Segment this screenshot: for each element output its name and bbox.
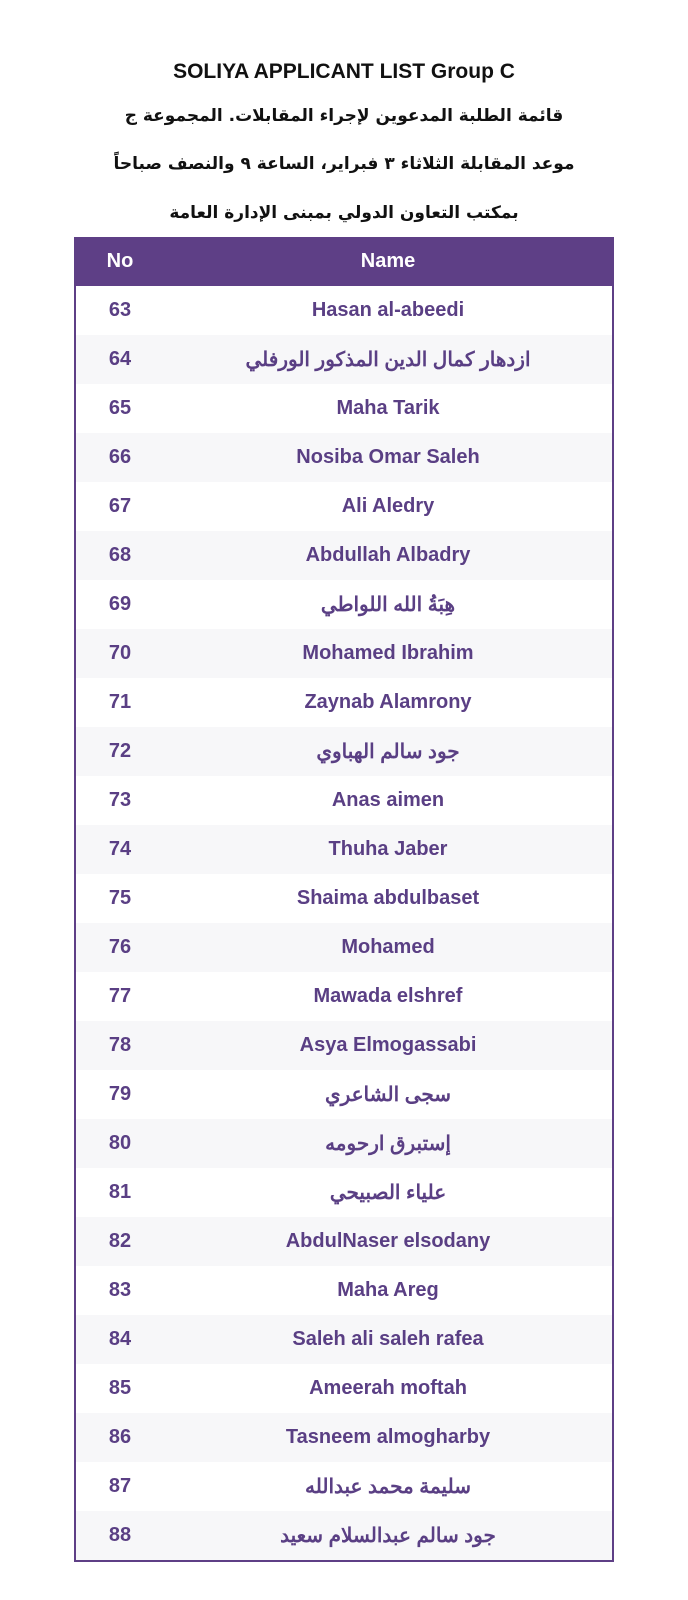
table-row — [76, 1168, 612, 1217]
table-row — [76, 1021, 612, 1070]
cell-name: إستبرق ارحومه — [325, 1133, 451, 1155]
cell-name: Asya Elmogassabi — [299, 1034, 477, 1056]
cell-no: 65 — [108, 397, 132, 419]
subtitle-arabic-3: بمكتب التعاون الدولي بمبنى الإدارة العامة — [169, 203, 519, 223]
table-row — [76, 629, 612, 678]
table-row — [76, 825, 612, 874]
table-row — [76, 433, 612, 482]
cell-name: ازدهار كمال الدين المذكور الورفلي — [245, 349, 531, 371]
cell-name: Ameerah moftah — [309, 1377, 467, 1399]
table-row — [76, 384, 612, 433]
cell-name: Maha Areg — [337, 1279, 439, 1301]
cell-no: 74 — [108, 838, 132, 860]
header-no: No — [106, 250, 134, 272]
table-body — [76, 286, 612, 1560]
cell-name: سليمة محمد عبدالله — [305, 1476, 471, 1498]
cell-no: 88 — [108, 1524, 132, 1546]
cell-name: Mawada elshref — [313, 985, 463, 1007]
cell-no: 64 — [108, 348, 132, 370]
cell-no: 70 — [108, 642, 132, 664]
table-row — [76, 972, 612, 1021]
table-row — [76, 1266, 612, 1315]
cell-name: Ali Aledry — [341, 495, 435, 517]
cell-no: 71 — [108, 691, 132, 713]
cell-no: 85 — [108, 1377, 132, 1399]
cell-no: 75 — [108, 887, 132, 909]
cell-name: هِبَةُ الله اللواطي — [320, 594, 456, 616]
cell-name: علياء الصبيحي — [329, 1182, 447, 1204]
table-row — [76, 923, 612, 972]
table-header — [76, 237, 612, 286]
cell-no: 78 — [108, 1034, 132, 1056]
table-row — [76, 1070, 612, 1119]
cell-name: Tasneem almogharby — [285, 1426, 491, 1448]
table-row — [76, 1413, 612, 1462]
table-row — [76, 482, 612, 531]
cell-name: Thuha Jaber — [328, 838, 448, 860]
cell-no: 80 — [108, 1132, 132, 1154]
cell-no: 87 — [108, 1475, 132, 1497]
cell-no: 82 — [108, 1230, 132, 1252]
applicant-table — [74, 237, 614, 1562]
cell-name: AbdulNaser elsodany — [285, 1230, 491, 1252]
subtitle-arabic-1: قائمة الطلبة المدعوين لإجراء المقابلات. المجموعة ج — [124, 106, 564, 126]
cell-name: جود سالم عبدالسلام سعيد — [280, 1525, 496, 1547]
subtitle-arabic-2: موعد المقابلة الثلاثاء ٣ فبراير، الساعة ٩ والنصف صباحاً — [113, 154, 575, 174]
cell-no: 86 — [108, 1426, 132, 1448]
page-title: SOLIYA APPLICANT LIST Group C — [173, 60, 515, 83]
cell-name: Shaima abdulbaset — [296, 887, 480, 909]
cell-name: جود سالم الهباوي — [316, 741, 460, 763]
table-row — [76, 1462, 612, 1511]
cell-no: 77 — [108, 985, 132, 1007]
table-row — [76, 776, 612, 825]
cell-no: 68 — [108, 544, 132, 566]
cell-no: 76 — [108, 936, 132, 958]
cell-name: Abdullah Albadry — [305, 544, 471, 566]
table-row — [76, 874, 612, 923]
table-row — [76, 1364, 612, 1413]
header-name: Name — [360, 250, 416, 272]
table-row — [76, 335, 612, 384]
table-row — [76, 580, 612, 629]
table-row — [76, 1511, 612, 1560]
table-row — [76, 727, 612, 776]
cell-no: 63 — [108, 299, 132, 321]
table-row — [76, 1119, 612, 1168]
table-row — [76, 286, 612, 335]
cell-no: 73 — [108, 789, 132, 811]
cell-no: 66 — [108, 446, 132, 468]
cell-name: Mohamed — [341, 936, 435, 958]
cell-no: 69 — [108, 593, 132, 615]
cell-no: 67 — [108, 495, 132, 517]
cell-name: Mohamed Ibrahim — [302, 642, 474, 664]
cell-name: Maha Tarik — [336, 397, 440, 419]
cell-no: 81 — [108, 1181, 132, 1203]
table-row — [76, 1217, 612, 1266]
cell-name: Anas aimen — [331, 789, 445, 811]
cell-name: Saleh ali saleh rafea — [292, 1328, 484, 1350]
table-row — [76, 1315, 612, 1364]
cell-no: 72 — [108, 740, 132, 762]
cell-no: 84 — [108, 1328, 132, 1350]
cell-no: 83 — [108, 1279, 132, 1301]
cell-no: 79 — [108, 1083, 132, 1105]
cell-name: سجى الشاعري — [324, 1084, 452, 1106]
table-row — [76, 531, 612, 580]
cell-name: Nosiba Omar Saleh — [296, 446, 480, 468]
cell-name: Zaynab Alamrony — [304, 691, 472, 713]
cell-name: Hasan al-abeedi — [311, 299, 465, 321]
table-row — [76, 678, 612, 727]
